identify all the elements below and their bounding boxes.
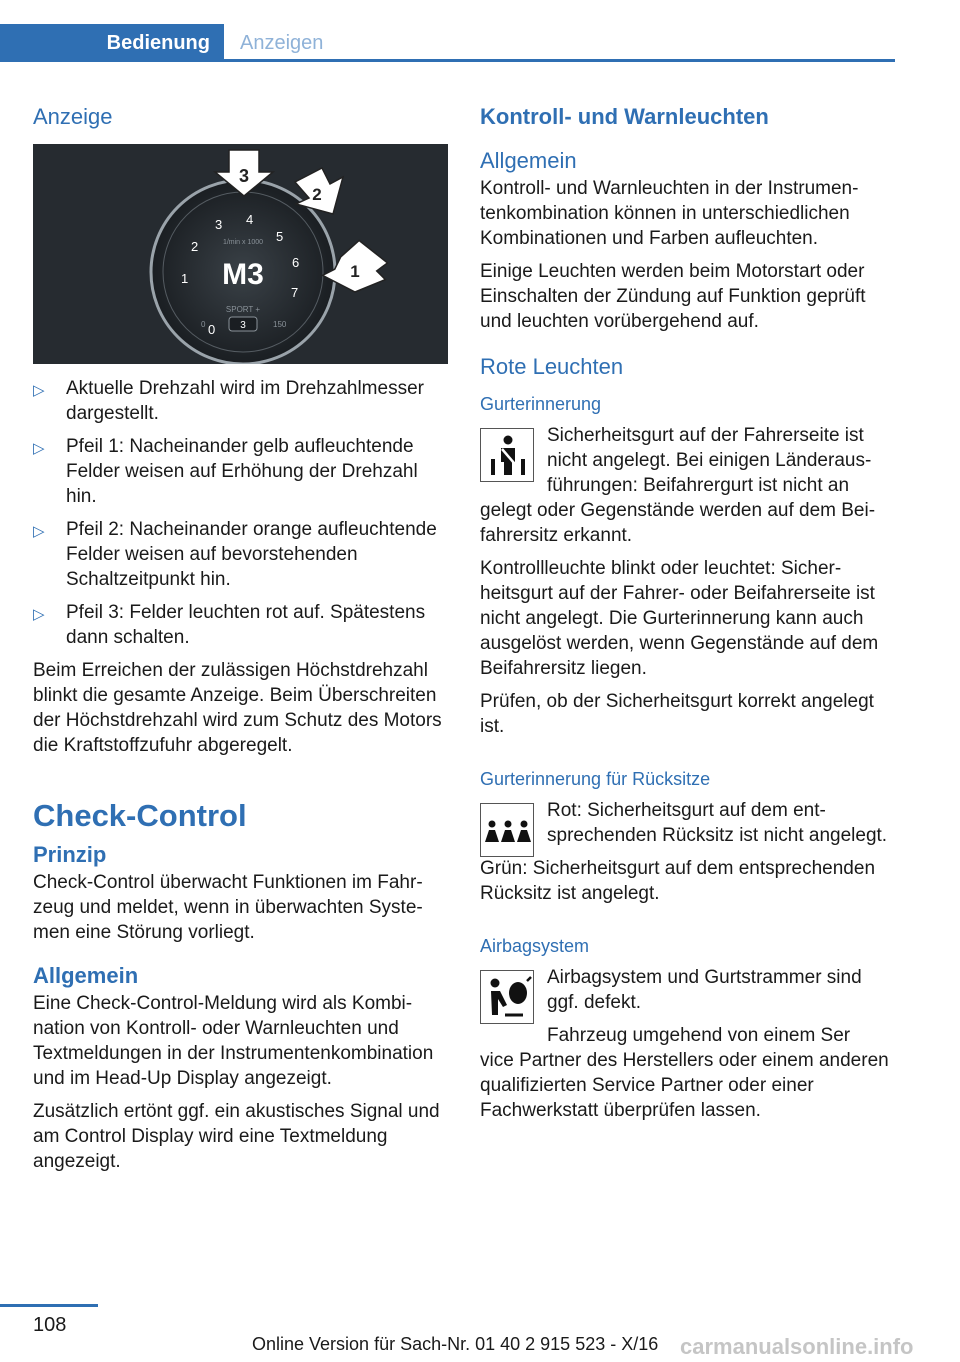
rear-seatbelt-icon — [480, 803, 534, 857]
tick-7: 7 — [291, 285, 299, 300]
tick-0: 0 — [208, 322, 216, 337]
seatbelt-reminder-heading: Gurterinnerung — [480, 394, 602, 414]
seatbelt-lamp-text: Sicherheitsgurt auf der Fahrerseite ist nicht angelegt. Bei einigen Länderausführungen: Beifahrergurt ist nicht an — [547, 425, 872, 496]
svg-text:3: 3 — [238, 166, 250, 186]
max-rpm-paragraph: Beim Erreichen der zulässigen Höchstdrehzahl blinkt die gesamte Anzeige. Beim Überschreiten der Höchstdrehzahl wird zum Schutz des Motors die Kraftstoffzufuhr abgeregelt. — [33, 660, 442, 756]
online-version-text: Online Version für Sach-Nr. 01 40 2 915 523 - X/16 — [252, 1334, 659, 1354]
list-item: ▷ Pfeil 1: Nacheinander gelb aufleuchtende Felder weisen auf Erhöhung der Drehzahl hin. — [33, 436, 418, 507]
airbag-lamp-text-1: Airbagsystem und Gurtstrammer sind ggf. defekt. — [547, 967, 862, 1013]
airbag-warning-icon — [480, 970, 534, 1024]
red-lights-heading: Rote Leuchten — [480, 354, 624, 379]
list-item: ▷ Pfeil 3: Felder leuchten rot auf. Spätestens dann schalten. — [33, 602, 426, 648]
right-column — [480, 96, 896, 1131]
small-gear-display: 3 — [240, 320, 246, 331]
gear-indicator: M3 — [222, 258, 264, 291]
tab-bedienung[interactable]: Bedienung — [0, 24, 224, 62]
lights-general-paragraph-1: Kontroll- und Warnleuchten in der Instrumentenkombination können in unterschiedlichen Kombinationen und Farben aufleuchten. — [480, 178, 859, 249]
tick-2: 2 — [191, 239, 199, 254]
watermark: carmanualsonline.info — [680, 1334, 914, 1359]
tick-3: 3 — [215, 217, 223, 232]
triangle-bullet-icon: ▷ — [33, 523, 45, 540]
page-number: 108 — [33, 1314, 67, 1336]
rear-seatbelt-heading: Gurterinnerung für Rücksitze — [480, 769, 711, 789]
footer-rule — [0, 1304, 98, 1307]
allgemein-paragraph-2: Zusätzlich ertönt ggf. ein akustisches Signal und am Control Display wird eine Textmeldung angezeigt. — [33, 1101, 440, 1172]
header-bar — [0, 0, 895, 62]
left-column — [33, 96, 448, 1182]
speed-min: 0 — [201, 320, 206, 329]
seatbelt-lamp-block — [480, 423, 896, 548]
header-rule — [0, 59, 895, 62]
check-control-heading: Check-Control — [33, 798, 247, 833]
prinzip-heading: Prinzip — [33, 842, 107, 867]
sport-mode-label: SPORT + — [225, 305, 261, 314]
svg-text:1: 1 — [350, 262, 360, 281]
list-item: ▷ Aktuelle Drehzahl wird im Drehzahlmesser dargestellt. — [33, 378, 424, 424]
list-item: ▷ Pfeil 2: Nacheinander orange aufleuchtende Felder weisen auf bevorstehenden Schaltzeitpunkt hin. — [33, 519, 437, 590]
rear-seatbelt-lamp-block — [480, 798, 896, 848]
shift-indicator-list — [33, 376, 448, 650]
allgemein-heading-right: Allgemein — [480, 148, 577, 173]
tick-4: 4 — [246, 212, 254, 227]
tick-5: 5 — [276, 229, 284, 244]
airbag-heading: Airbagsystem — [480, 936, 590, 956]
tick-6: 6 — [292, 255, 300, 270]
rear-seatbelt-paragraph-2: Grün: Sicherheitsgurt auf dem entsprechenden Rücksitz ist angelegt. — [480, 858, 876, 904]
airbag-lamp-block — [480, 965, 896, 1123]
tachometer-figure — [33, 144, 448, 364]
allgemein-paragraph-1: Eine Check-Control-Meldung wird als Kombination von Kontroll- oder Warnleuchten und Textmeldungen in der Instrumentenkombination und im Head-Up Display angezeigt. — [33, 993, 434, 1089]
seatbelt-lamp-text-cont: gelegt oder Gegenstände werden auf dem Beifahrersitz erkannt. — [480, 500, 876, 546]
anzeige-heading: Anzeige — [33, 104, 113, 129]
rear-seatbelt-lamp-text: Rot: Sicherheitsgurt auf dem entsprechenden Rücksitz ist nicht angelegt. — [547, 800, 888, 846]
triangle-bullet-icon: ▷ — [33, 606, 45, 623]
warning-lights-heading: Kontroll- und Warnleuchten — [480, 104, 769, 129]
seatbelt-paragraph-3: Prüfen, ob der Sicherheitsgurt korrekt angelegt ist. — [480, 691, 874, 737]
speed-max: 150 — [273, 320, 287, 329]
triangle-bullet-icon: ▷ — [33, 440, 45, 457]
prinzip-paragraph: Check-Control überwacht Funktionen im Fahrzeug und meldet, wenn in überwachten Systemen eine Störung vorliegt. — [33, 872, 423, 943]
seatbelt-paragraph-2: Kontrollleuchte blinkt oder leuchtet: Sicherheitsgurt auf der Fahrer- oder Beifahrerseite ist nicht angelegt. Die Gurterinnerung kann auch ausgelöst werden, wenn Gegenstände auf dem Beifahrersitz liegen. — [480, 558, 879, 679]
tick-1: 1 — [181, 271, 189, 286]
allgemein-heading-left: Allgemein — [33, 963, 139, 988]
svg-text:2: 2 — [312, 185, 322, 204]
lights-general-paragraph-2: Einige Leuchten werden beim Motorstart oder Einschalten der Zündung auf Funktion geprüft und leuchten vorübergehend auf. — [480, 261, 866, 332]
airbag-lamp-text-2: Fahrzeug umgehend von einem Ser — [547, 1025, 851, 1046]
tachometer-illustration — [33, 144, 448, 364]
rpm-unit: 1/min x 1000 — [222, 239, 264, 246]
triangle-bullet-icon: ▷ — [33, 382, 45, 399]
airbag-lamp-text-cont: vice Partner des Herstellers oder einem anderen qualifizierten Service Partner oder einer Fachwerkstatt überprüfen lassen. — [480, 1050, 889, 1121]
tab-anzeigen[interactable]: Anzeigen — [240, 31, 324, 54]
seatbelt-warning-icon — [480, 428, 534, 482]
